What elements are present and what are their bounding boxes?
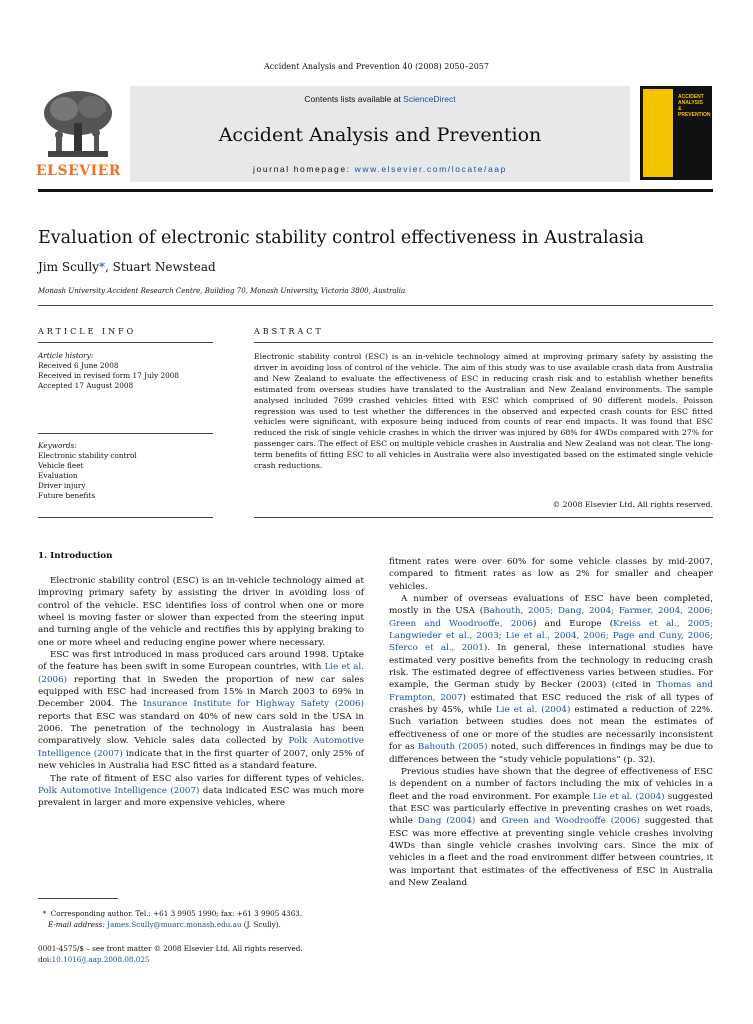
divider xyxy=(38,305,713,306)
keyword-item: Driver injury xyxy=(38,481,86,490)
issn-line: 0001-4575/$ – see front matter © 2008 Elsevier Ltd. All rights reserved. xyxy=(38,944,303,953)
abstract-heading: ABSTRACT xyxy=(254,327,324,336)
footnote-contact xyxy=(38,909,364,920)
citation-link[interactable]: Dang (2004) xyxy=(417,816,476,827)
doi-link[interactable]: 10.1016/j.aap.2008.08.025 xyxy=(51,955,150,964)
doi-line xyxy=(38,954,364,965)
text-run: Previous studies have shown that the degree of effectiveness of ESC is dependent on a number of factors including the mix of vehicles in a fleet and the road environment. For example xyxy=(389,766,713,802)
text-run: suggested that ESC was more effective at preventing single vehicle crashes involving 4WDs than single vehicle crashes involving cars. Since the mix of vehicles in a fleet and the road environment differ between countries, it was important that estimates of the effectiveness of ESC in Australia and New Zealand xyxy=(389,816,713,888)
journal-title: Accident Analysis and Prevention xyxy=(218,124,542,146)
left-column xyxy=(38,575,364,810)
citation-link[interactable]: Bahouth, 2005; Dang, 2004; Farmer, 2004, 2006; Green and Woodrooffe, 2006 xyxy=(389,606,713,629)
divider xyxy=(38,517,213,518)
history-item: Accepted 17 August 2008 xyxy=(38,381,134,390)
citation-link[interactable]: Lie et al. (2004) xyxy=(495,705,571,716)
cover-title-line: ANALYSIS xyxy=(678,100,703,106)
abstract-body: Electronic stability control (ESC) is an in-vehicle technology aimed at improving primary safety by assisting the driver in avoiding loss of control of the vehicle. The aim of this study was to use available crash data from Australia and New Zealand to evaluate the effectiveness of ESC in reducing crash risk and to establish whether benefits estimated from overseas studies have translated to the Australian and New Zealand environments. The sample analysed included 7699 crashed vehicles fitted with ESC which comprised of 90 different models. Poisson regression was used to test whether the differences in the observed and expected crash counts for ESC fitted vehicles were significant, with exposure being induced from counts of rear end impacts. It was found that ESC reduced the risk of single vehicle crashes in which the driver was injured by 68% for 4WDs compared with 27% for passenger cars. The effect of ESC on multiple vehicle crashes in Australia and New Zealand was not clear. The long-term benefits of fitting ESC to all vehicles in Australia were also investigated based on the estimated single vehicle crash reductions. xyxy=(254,352,713,471)
text-run: estimated a reduction of 22%. Such variation between studies does not mean the estimates of effectiveness of one or more of the studies are necessarily inconsistent for as xyxy=(389,705,713,753)
history-item: Received in revised form 17 July 2008 xyxy=(38,371,180,380)
citation-link[interactable]: Bahouth (2005) xyxy=(417,742,488,753)
footnote-mark: * xyxy=(42,909,47,918)
cover-title-line: ACCIDENT xyxy=(678,94,704,100)
footnote-text: Corresponding author. Tel.: +61 3 9905 1990; fax: +61 3 9905 4363. xyxy=(50,909,303,918)
keyword-item: Future benefits xyxy=(38,491,96,500)
email-link[interactable]: James.Scully@muarc.monash.edu.au xyxy=(107,919,242,929)
journal-homepage xyxy=(130,164,630,174)
cover-title xyxy=(678,94,711,118)
journal-cover-thumbnail xyxy=(640,86,712,180)
contents-prefix: Contents lists available at xyxy=(304,94,404,104)
paragraph: fitment rates were over 60% for some vehicle classes by mid-2007, compared to fitment rates as low as 2% for smaller and cheaper vehicles. xyxy=(389,557,713,592)
paragraph: Electronic stability control (ESC) is an in-vehicle technology aimed at improving primary safety by assisting the driver in avoiding loss of control of the vehicle. ESC identifies loss of control when one or more wheel is moving faster or slower than expected from the steering input and turning angle of the vehicle and rectifies this by applying braking to one or more wheel and reducing engine power where necessary. xyxy=(38,576,364,648)
text-run: noted, such differences in findings may be due to differences between the “study vehicle populations” (p. 32). xyxy=(389,742,713,765)
keyword-item: Evaluation xyxy=(38,471,78,480)
article-info-heading: ARTICLE INFO xyxy=(38,327,137,336)
sciencedirect-link[interactable]: ScienceDirect xyxy=(403,94,456,104)
journal-banner xyxy=(130,86,630,182)
text-run: ) estimated that ESC reduced the risk of all types of crashes by 45%, while xyxy=(389,692,713,716)
paragraph xyxy=(389,593,713,766)
citation-link[interactable]: Insurance Institute for Highway Safety (2006) xyxy=(143,699,364,710)
article-history xyxy=(38,351,213,391)
text-run: ) and Europe ( xyxy=(532,618,614,629)
text-run: indicate that in the first quarter of 2007, only 25% of new vehicles in Australia had ESC fitted as a standard feature. xyxy=(38,748,364,772)
paragraph xyxy=(38,773,364,810)
author-name[interactable]: Jim Scully xyxy=(38,260,99,274)
keywords xyxy=(38,441,213,501)
citation-link[interactable]: Lie et al. (2006) xyxy=(38,662,364,685)
text-run: The rate of fitment of ESC also varies for different types of vehicles. xyxy=(50,773,364,784)
publisher-wordmark: ELSEVIER xyxy=(36,163,122,179)
keywords-label: Keywords: xyxy=(38,441,77,450)
footnote-email xyxy=(38,920,364,931)
text-run: ESC was first introduced in mass produced cars around 1998. Uptake of the feature has been swift in some European countries, with xyxy=(38,650,364,673)
cover-title-line: PREVENTION xyxy=(678,112,711,118)
email-suffix: (J. Scully). xyxy=(241,919,281,929)
masthead-rule xyxy=(38,189,713,192)
divider xyxy=(38,433,213,434)
history-label: Article history: xyxy=(38,351,94,360)
history-item: Received 6 June 2008 xyxy=(38,361,119,370)
cover-title-line: & xyxy=(678,106,682,112)
contents-line xyxy=(130,94,630,104)
keyword-item: Vehicle fleet xyxy=(38,461,84,470)
footnote-rule xyxy=(38,898,118,899)
corresponding-author-footnote xyxy=(38,909,364,930)
paragraph xyxy=(389,766,713,889)
issn-doi-block xyxy=(38,943,364,965)
text-run: ). In general, these international studies have estimated very positive benefits from the technology in reducing crash risk. The estimated degree of effectiveness varies between studies. For example, the German study by Becker (2003) (cited in xyxy=(389,643,713,691)
text-run: data indicated ESC was much more prevalent in larger and more expensive vehicles, where xyxy=(38,785,364,809)
doi-label: doi: xyxy=(38,955,52,964)
divider xyxy=(254,342,713,343)
citation-link[interactable]: Polk Automotive Intelligence (2007) xyxy=(38,785,200,796)
article-title: Evaluation of electronic stability control effectiveness in Australasia xyxy=(38,228,645,248)
homepage-link[interactable]: www.elsevier.com/locate/aap xyxy=(354,164,507,174)
right-column xyxy=(389,556,713,889)
copyright-notice: © 2008 Elsevier Ltd. All rights reserved. xyxy=(552,500,713,509)
email-label: E-mail address: xyxy=(48,919,108,929)
author-name[interactable]: , Stuart Newstead xyxy=(104,260,216,274)
corresponding-author-mark[interactable]: * xyxy=(98,260,105,274)
paragraph xyxy=(38,649,364,772)
cover-stripe xyxy=(643,89,673,177)
text-run: reporting that in Sweden the proportion of new car sales equipped with ESC had increased from 15% in March 2003 to 69% in December 2004. The xyxy=(38,674,364,710)
text-run: suggested that ESC was particularly effective in preventing crashes on wet roads, while xyxy=(389,791,714,827)
section-heading-introduction: 1. Introduction xyxy=(38,551,113,561)
citation-link[interactable]: Lie et al. (2004) xyxy=(592,791,665,802)
divider xyxy=(38,342,213,343)
citation-link[interactable]: Kreiss et al., 2005; Langwieder et al., 2003; Lie et al., 2004, 2006; Page and Cuny, 2006; Sferco et al., 2001 xyxy=(389,618,713,654)
keyword-item: Electronic stability control xyxy=(38,451,137,460)
text-run: reports that ESC was standard on 40% of new cars sold in the USA in 2006. The penetration of the technology in Australasia has been comparatively slow. Vehicle sales data collected by xyxy=(38,711,364,747)
text-run: and xyxy=(475,816,502,827)
homepage-prefix: journal homepage: xyxy=(253,164,355,174)
author-list xyxy=(38,260,216,274)
citation-link[interactable]: Polk Automotive Intelligence (2007) xyxy=(38,736,364,759)
citation-link[interactable]: Thomas and Frampton, 2007 xyxy=(389,680,713,703)
journal-citation: Accident Analysis and Prevention 40 (2008) 2050–2057 xyxy=(264,62,489,71)
author-affiliation: Monash University Accident Research Centre, Building 70, Monash University, Victoria 3800, Australia xyxy=(38,287,406,295)
citation-link[interactable]: Green and Woodrooffe (2006) xyxy=(501,816,640,827)
divider xyxy=(254,517,713,518)
text-run: A number of overseas evaluations of ESC have been completed, mostly in the USA ( xyxy=(389,594,713,617)
